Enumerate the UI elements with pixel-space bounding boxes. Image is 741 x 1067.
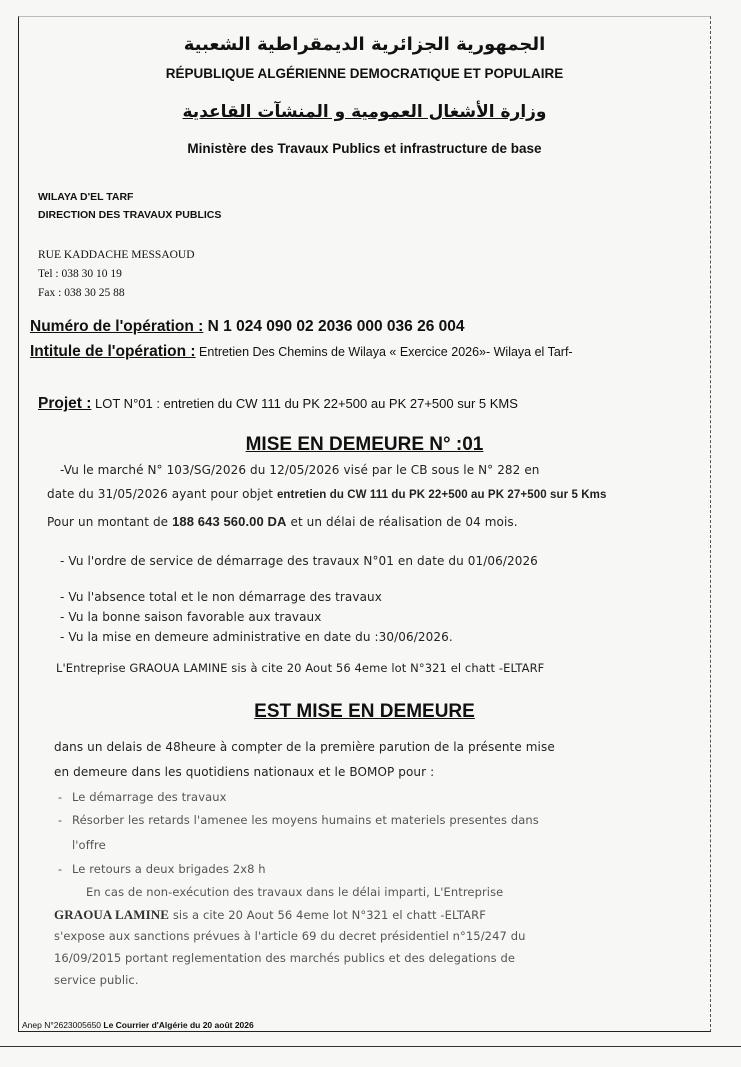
- operation-number: [30, 318, 465, 336]
- para3-line5: service public.: [54, 973, 139, 987]
- project-value: LOT N°01 : entretien du CW 111 du PK 22+500 au PK 27+500 sur 5 KMS: [91, 396, 518, 411]
- para3-line2: [54, 907, 486, 923]
- para1-line3-text: Pour un montant de: [47, 515, 173, 529]
- para2-line1: dans un delais de 48heure à compter de la première parution de la présente mise: [54, 740, 555, 754]
- notice-heading: MISE EN DEMEURE N° :01: [245, 434, 484, 455]
- vu-item: - Vu la mise en demeure administrative en date du :30/06/2026.: [60, 630, 453, 644]
- operation-title-label: Intitule de l'opération :: [30, 343, 196, 360]
- para3-line3: s'expose aux sanctions prévues à l'article 69 du decret présidentiel n°15/247 du: [54, 929, 526, 943]
- action-item: - Résorber les retards l'amenee les moyens humains et materiels presentes dans: [58, 813, 539, 827]
- french-republic-title: RÉPUBLIQUE ALGÉRIENNE DEMOCRATIQUE ET POPULAIRE: [165, 66, 564, 81]
- para1-line1: -Vu le marché N° 103/SG/2026 du 12/05/2026 visé par le CB sous le N° 282 en: [60, 463, 540, 477]
- project-line: [38, 395, 518, 413]
- project-label: Projet :: [38, 395, 92, 412]
- operation-number-label: Numéro de l'opération :: [30, 318, 204, 335]
- para3-line1: En cas de non-exécution des travaux dans le délai imparti, L'Entreprise: [86, 885, 504, 899]
- issuer-fax: Fax : 038 30 25 88: [38, 287, 125, 299]
- para1-line2-text: date du 31/05/2026 ayant pour objet: [47, 487, 277, 501]
- vu-item: - Vu l'ordre de service de démarrage des travaux N°01 en date du 01/06/2026: [60, 554, 538, 568]
- para1-line3: [47, 514, 518, 529]
- para2-line2: en demeure dans les quotidiens nationaux et le BOMOP pour :: [54, 765, 435, 779]
- action-item-continuation: l'offre: [72, 838, 106, 852]
- action-item: - Le retours a deux brigades 2x8 h: [58, 862, 266, 876]
- contract-amount: 188 643 560.00 DA: [172, 514, 287, 529]
- para3-line2-text: sis a cite 20 Aout 56 4eme lot N°321 el chatt -ELTARF: [169, 908, 486, 922]
- issuer-direction: DIRECTION DES TRAVAUX PUBLICS: [38, 209, 222, 221]
- bottom-rule: [0, 1046, 741, 1047]
- action-text: Résorber les retards l'amenee les moyens humains et materiels presentes dans: [72, 813, 539, 827]
- french-ministry-title: Ministère des Travaux Publics et infrastructure de base: [187, 141, 542, 156]
- anep-number: Anep N°2623005650: [22, 1020, 104, 1030]
- action-text: Le démarrage des travaux: [72, 790, 227, 804]
- operation-title: [30, 343, 573, 361]
- issuer-street: RUE KADDACHE MESSAOUD: [38, 249, 195, 261]
- vu-item: - Vu la bonne saison favorable aux travaux: [60, 610, 322, 624]
- arabic-republic-title: الجمهورية الجزائرية الديمقراطية الشعبية: [183, 34, 546, 55]
- arabic-ministry-title: وزارة الأشغال العمومية و المنشآت القاعدية: [182, 102, 547, 122]
- action-text: Le retours a deux brigades 2x8 h: [72, 862, 266, 876]
- footer-reference: [22, 1020, 254, 1030]
- para1-line2: [47, 487, 607, 501]
- issuer-wilaya: WILAYA D'EL TARF: [38, 191, 134, 203]
- issuer-tel: Tel : 038 30 10 19: [38, 268, 122, 280]
- para3-line4: 16/09/2015 portant reglementation des marchés publics et des delegations de: [54, 951, 516, 965]
- para3-company: GRAOUA LAMINE: [54, 907, 170, 922]
- notice-subheading: EST MISE EN DEMEURE: [254, 701, 475, 722]
- operation-number-value: N 1 024 090 02 2036 000 036 26 004: [203, 318, 465, 335]
- operation-title-value: Entretien Des Chemins de Wilaya « Exercice 2026»- Wilaya el Tarf-: [195, 345, 573, 359]
- vu-item: - Vu l'absence total et le non démarrage des travaux: [60, 590, 382, 604]
- para1-object: entretien du CW 111 du PK 22+500 au PK 27+500 sur 5 Kms: [276, 489, 607, 501]
- action-item: - Le démarrage des travaux: [58, 790, 227, 804]
- para1-line3-end: et un délai de réalisation de 04 mois.: [286, 515, 518, 529]
- newspaper-reference: Le Courrier d'Algérie du 20 août 2026: [103, 1020, 254, 1030]
- company-line: L'Entreprise GRAOUA LAMINE sis à cite 20 Aout 56 4eme lot N°321 el chatt -ELTARF: [56, 661, 545, 675]
